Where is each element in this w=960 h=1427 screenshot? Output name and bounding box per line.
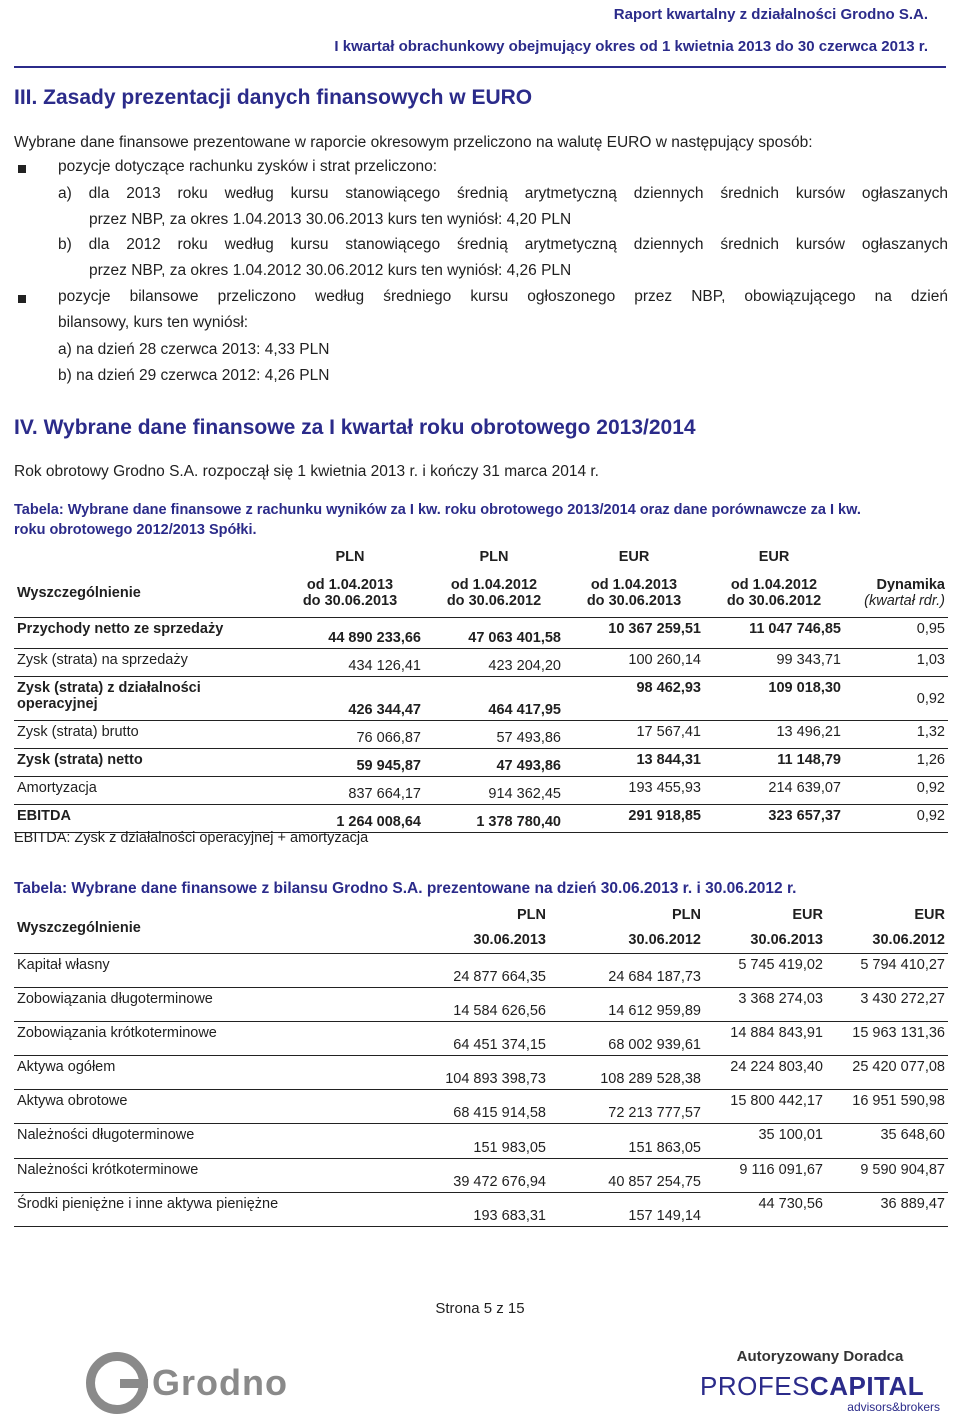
- grodno-wordmark: Grodno: [152, 1362, 288, 1403]
- ebitda-footnote: EBITDA: Zysk z działalności operacyjnej + amortyzacja: [14, 830, 369, 846]
- cell-value: 59 945,87: [276, 748, 424, 776]
- cell-value: 193 683,31: [394, 1192, 549, 1226]
- row-label-line: Zysk (strata) z działalności: [17, 679, 201, 696]
- report-title: Raport kwartalny z działalności Grodno S.A.: [613, 6, 928, 23]
- dynamics-value: 1,26: [844, 748, 948, 776]
- table-row: [14, 1158, 948, 1192]
- cell-value: 5 794 410,27: [826, 953, 948, 987]
- cell-value: 68 002 939,61: [549, 1021, 704, 1055]
- currency-header: EUR: [914, 907, 945, 923]
- advisor-tagline: advisors&brokers: [847, 1400, 940, 1414]
- period-to: do 30.06.2013: [586, 592, 682, 609]
- dynamics-value: 0,92: [844, 804, 948, 832]
- bullet-2-line2: bilansowy, kurs ten wyniósł:: [58, 314, 249, 331]
- cell-value: 14 884 843,91: [704, 1021, 826, 1055]
- period-from: od 1.04.2012: [730, 576, 818, 593]
- bullet-icon: [18, 295, 26, 303]
- table-1-caption-line2: roku obrotowego 2012/2013 Spółki.: [14, 522, 257, 538]
- cell-value: 3 430 272,27: [826, 987, 948, 1021]
- cell-value: 10 367 259,51: [564, 617, 704, 648]
- period-from: od 1.04.2013: [590, 576, 678, 593]
- cell-value: 40 857 254,75: [549, 1158, 704, 1192]
- table-row: [14, 617, 948, 648]
- row-label: Należności krótkoterminowe: [14, 1158, 394, 1192]
- cell-value: 35 100,01: [704, 1124, 826, 1158]
- advisor-caption: Autoryzowany Doradca: [736, 1348, 904, 1365]
- cell-value: 47 493,86: [424, 748, 564, 776]
- cell-value: 99 343,71: [704, 648, 844, 676]
- bullet-1-text: pozycje dotyczące rachunku zysków i strat przeliczono:: [58, 158, 438, 175]
- rate-b-line2: przez NBP, za okres 1.04.2012 30.06.2012 kurs ten wyniósł: 4,26 PLN: [89, 262, 572, 279]
- table-row: [14, 748, 948, 776]
- currency-header: PLN: [517, 907, 546, 923]
- period-to: do 30.06.2013: [302, 592, 398, 609]
- cell-value: 193 455,93: [564, 776, 704, 804]
- cell-value: 1 264 008,64: [276, 804, 424, 832]
- currency-header: EUR: [618, 549, 650, 565]
- table-row: [14, 1192, 948, 1226]
- cell-value: 291 918,85: [564, 804, 704, 832]
- report-subtitle: I kwartał obrachunkowy obejmujący okres od 1 kwietnia 2013 do 30 czerwca 2013 r.: [334, 38, 928, 55]
- cell-value: 11 148,79: [704, 748, 844, 776]
- dynamics-value: 0,92: [844, 676, 948, 720]
- table-row: [14, 648, 948, 676]
- date-header: 30.06.2012: [826, 927, 948, 953]
- cell-value: 24 224 803,40: [704, 1056, 826, 1090]
- cell-value: 44 890 233,66: [276, 617, 424, 648]
- grodno-logo: [86, 1352, 336, 1414]
- advisor-wordmark: [700, 1371, 940, 1402]
- cell-value: 434 126,41: [276, 648, 424, 676]
- cell-value: 16 951 590,98: [826, 1090, 948, 1124]
- cell-value: 72 213 777,57: [549, 1090, 704, 1124]
- rate-a-line1: a) dla 2013 roku według kursu stanowiącego średnią arytmetyczną dziennych średnich kursów ogłaszanych: [58, 185, 948, 202]
- currency-header: EUR: [758, 549, 790, 565]
- row-label: Aktywa obrotowe: [14, 1090, 394, 1124]
- date-header: 30.06.2012: [549, 927, 704, 953]
- cell-value: 423 204,20: [424, 648, 564, 676]
- cell-value: 464 417,95: [424, 676, 564, 720]
- dynamics-value: 1,32: [844, 720, 948, 748]
- row-label: Zysk (strata) netto: [14, 748, 276, 776]
- page-number: Strona 5 z 15: [435, 1300, 525, 1317]
- cell-value: 837 664,17: [276, 776, 424, 804]
- cell-value: 914 362,45: [424, 776, 564, 804]
- table-row: [14, 987, 948, 1021]
- table-row: [14, 953, 948, 987]
- section-3-intro: Wybrane dane finansowe prezentowane w raporcie okresowym przeliczono na walutę EURO w następujący sposób:: [14, 134, 813, 151]
- cell-value: 15 963 131,36: [826, 1021, 948, 1055]
- cell-value: 157 149,14: [549, 1192, 704, 1226]
- date-header: 30.06.2013: [394, 927, 549, 953]
- section-3-heading: III. Zasady prezentacji danych finansowych w EURO: [14, 86, 533, 109]
- cell-value: 5 745 419,02: [704, 953, 826, 987]
- period-to: do 30.06.2012: [726, 592, 822, 609]
- currency-header: PLN: [479, 549, 509, 565]
- table-row: [14, 720, 948, 748]
- table-2-label-header: Wyszczególnienie: [14, 903, 394, 953]
- rate-a-line2: przez NBP, za okres 1.04.2013 30.06.2013 kurs ten wyniósł: 4,20 PLN: [89, 211, 572, 228]
- row-label: Zysk (strata) na sprzedaży: [14, 648, 276, 676]
- cell-value: 9 116 091,67: [704, 1158, 826, 1192]
- cell-value: 13 844,31: [564, 748, 704, 776]
- table-row: [14, 1056, 948, 1090]
- advisor-wordmark-a: PROFES: [700, 1371, 810, 1401]
- header-rule: [14, 66, 946, 68]
- cell-value: 64 451 374,15: [394, 1021, 549, 1055]
- cell-value: 151 983,05: [394, 1124, 549, 1158]
- row-label-line: operacyjnej: [17, 695, 98, 712]
- fiscal-year-note: Rok obrotowy Grodno S.A. rozpoczął się 1 kwietnia 2013 r. i kończy 31 marca 2014 r.: [14, 463, 599, 480]
- cell-value: 100 260,14: [564, 648, 704, 676]
- cell-value: 14 584 626,56: [394, 987, 549, 1021]
- cell-value: 14 612 959,89: [549, 987, 704, 1021]
- income-statement-table: [14, 545, 948, 833]
- cell-value: 36 889,47: [826, 1192, 948, 1226]
- table-1-caption-line1: Tabela: Wybrane dane finansowe z rachunku wyników za I kw. roku obrotowego 2013/2014 oraz dane porównawcze za I kw.: [14, 502, 861, 518]
- advisor-wordmark-b: CAPITAL: [809, 1371, 925, 1401]
- row-label: Zobowiązania długoterminowe: [14, 987, 394, 1021]
- cell-value: 25 420 077,08: [826, 1056, 948, 1090]
- period-to: do 30.06.2012: [446, 592, 542, 609]
- currency-header: PLN: [672, 907, 701, 923]
- cell-value: 24 877 664,35: [394, 953, 549, 987]
- cell-value: 17 567,41: [564, 720, 704, 748]
- grodno-g-mark: [86, 1352, 148, 1414]
- period-from: od 1.04.2013: [306, 576, 394, 593]
- cell-value: 11 047 746,85: [704, 617, 844, 648]
- table-row: [14, 776, 948, 804]
- balance-rate-a: a) na dzień 28 czerwca 2013: 4,33 PLN: [58, 341, 330, 358]
- cell-value: 151 863,05: [549, 1124, 704, 1158]
- section-4-heading: IV. Wybrane dane finansowe za I kwartał roku obrotowego 2013/2014: [14, 416, 696, 439]
- cell-value: 44 730,56: [704, 1192, 826, 1226]
- cell-value: 214 639,07: [704, 776, 844, 804]
- cell-value: 98 462,93: [564, 676, 704, 720]
- advisor-logo: [700, 1348, 940, 1414]
- bullet-icon: [18, 165, 26, 173]
- table-row: [14, 1090, 948, 1124]
- dynamics-value: 0,92: [844, 776, 948, 804]
- balance-sheet-table: [14, 903, 948, 1227]
- dynamics-subheader: (kwartał rdr.): [864, 592, 945, 609]
- table-1-label-header: Wyszczególnienie: [14, 569, 276, 617]
- table-2-caption: Tabela: Wybrane dane finansowe z bilansu Grodno S.A. prezentowane na dzień 30.06.2013 r. i 30.06.2012 r.: [14, 880, 797, 897]
- table-row: [14, 804, 948, 832]
- cell-value: 108 289 528,38: [549, 1056, 704, 1090]
- rate-b-line1: b) dla 2012 roku według kursu stanowiącego średnią arytmetyczną dziennych średnich kursów ogłaszanych: [58, 236, 948, 253]
- period-from: od 1.04.2012: [450, 576, 538, 593]
- table-row: [14, 1124, 948, 1158]
- bullet-2-line1: pozycje bilansowe przeliczono według średniego kursu ogłoszonego przez NBP, obowiązującego na dzień: [58, 288, 948, 305]
- table-row: [14, 676, 948, 720]
- cell-value: 426 344,47: [276, 676, 424, 720]
- cell-value: 1 378 780,40: [424, 804, 564, 832]
- dynamics-header: Dynamika: [876, 576, 945, 593]
- row-label: Kapitał własny: [14, 953, 394, 987]
- cell-value: 104 893 398,73: [394, 1056, 549, 1090]
- row-label: EBITDA: [14, 804, 276, 832]
- row-label: Środki pieniężne i inne aktywa pieniężne: [14, 1192, 394, 1226]
- table-row: [14, 1021, 948, 1055]
- cell-value: 39 472 676,94: [394, 1158, 549, 1192]
- cell-value: 35 648,60: [826, 1124, 948, 1158]
- date-header: 30.06.2013: [704, 927, 826, 953]
- cell-value: 47 063 401,58: [424, 617, 564, 648]
- cell-value: 15 800 442,17: [704, 1090, 826, 1124]
- row-label: [14, 676, 276, 720]
- row-label: Zysk (strata) brutto: [14, 720, 276, 748]
- cell-value: 323 657,37: [704, 804, 844, 832]
- cell-value: 109 018,30: [704, 676, 844, 720]
- dynamics-value: 0,95: [844, 617, 948, 648]
- cell-value: 68 415 914,58: [394, 1090, 549, 1124]
- balance-rate-b: b) na dzień 29 czerwca 2012: 4,26 PLN: [58, 367, 330, 384]
- cell-value: 57 493,86: [424, 720, 564, 748]
- row-label: Zobowiązania krótkoterminowe: [14, 1021, 394, 1055]
- row-label: Należności długoterminowe: [14, 1124, 394, 1158]
- currency-header: EUR: [792, 907, 823, 923]
- dynamics-value: 1,03: [844, 648, 948, 676]
- cell-value: 13 496,21: [704, 720, 844, 748]
- currency-header: PLN: [335, 549, 365, 565]
- row-label: Przychody netto ze sprzedaży: [14, 617, 276, 648]
- row-label: Amortyzacja: [14, 776, 276, 804]
- cell-value: 3 368 274,03: [704, 987, 826, 1021]
- cell-value: 76 066,87: [276, 720, 424, 748]
- cell-value: 24 684 187,73: [549, 953, 704, 987]
- cell-value: 9 590 904,87: [826, 1158, 948, 1192]
- row-label: Aktywa ogółem: [14, 1056, 394, 1090]
